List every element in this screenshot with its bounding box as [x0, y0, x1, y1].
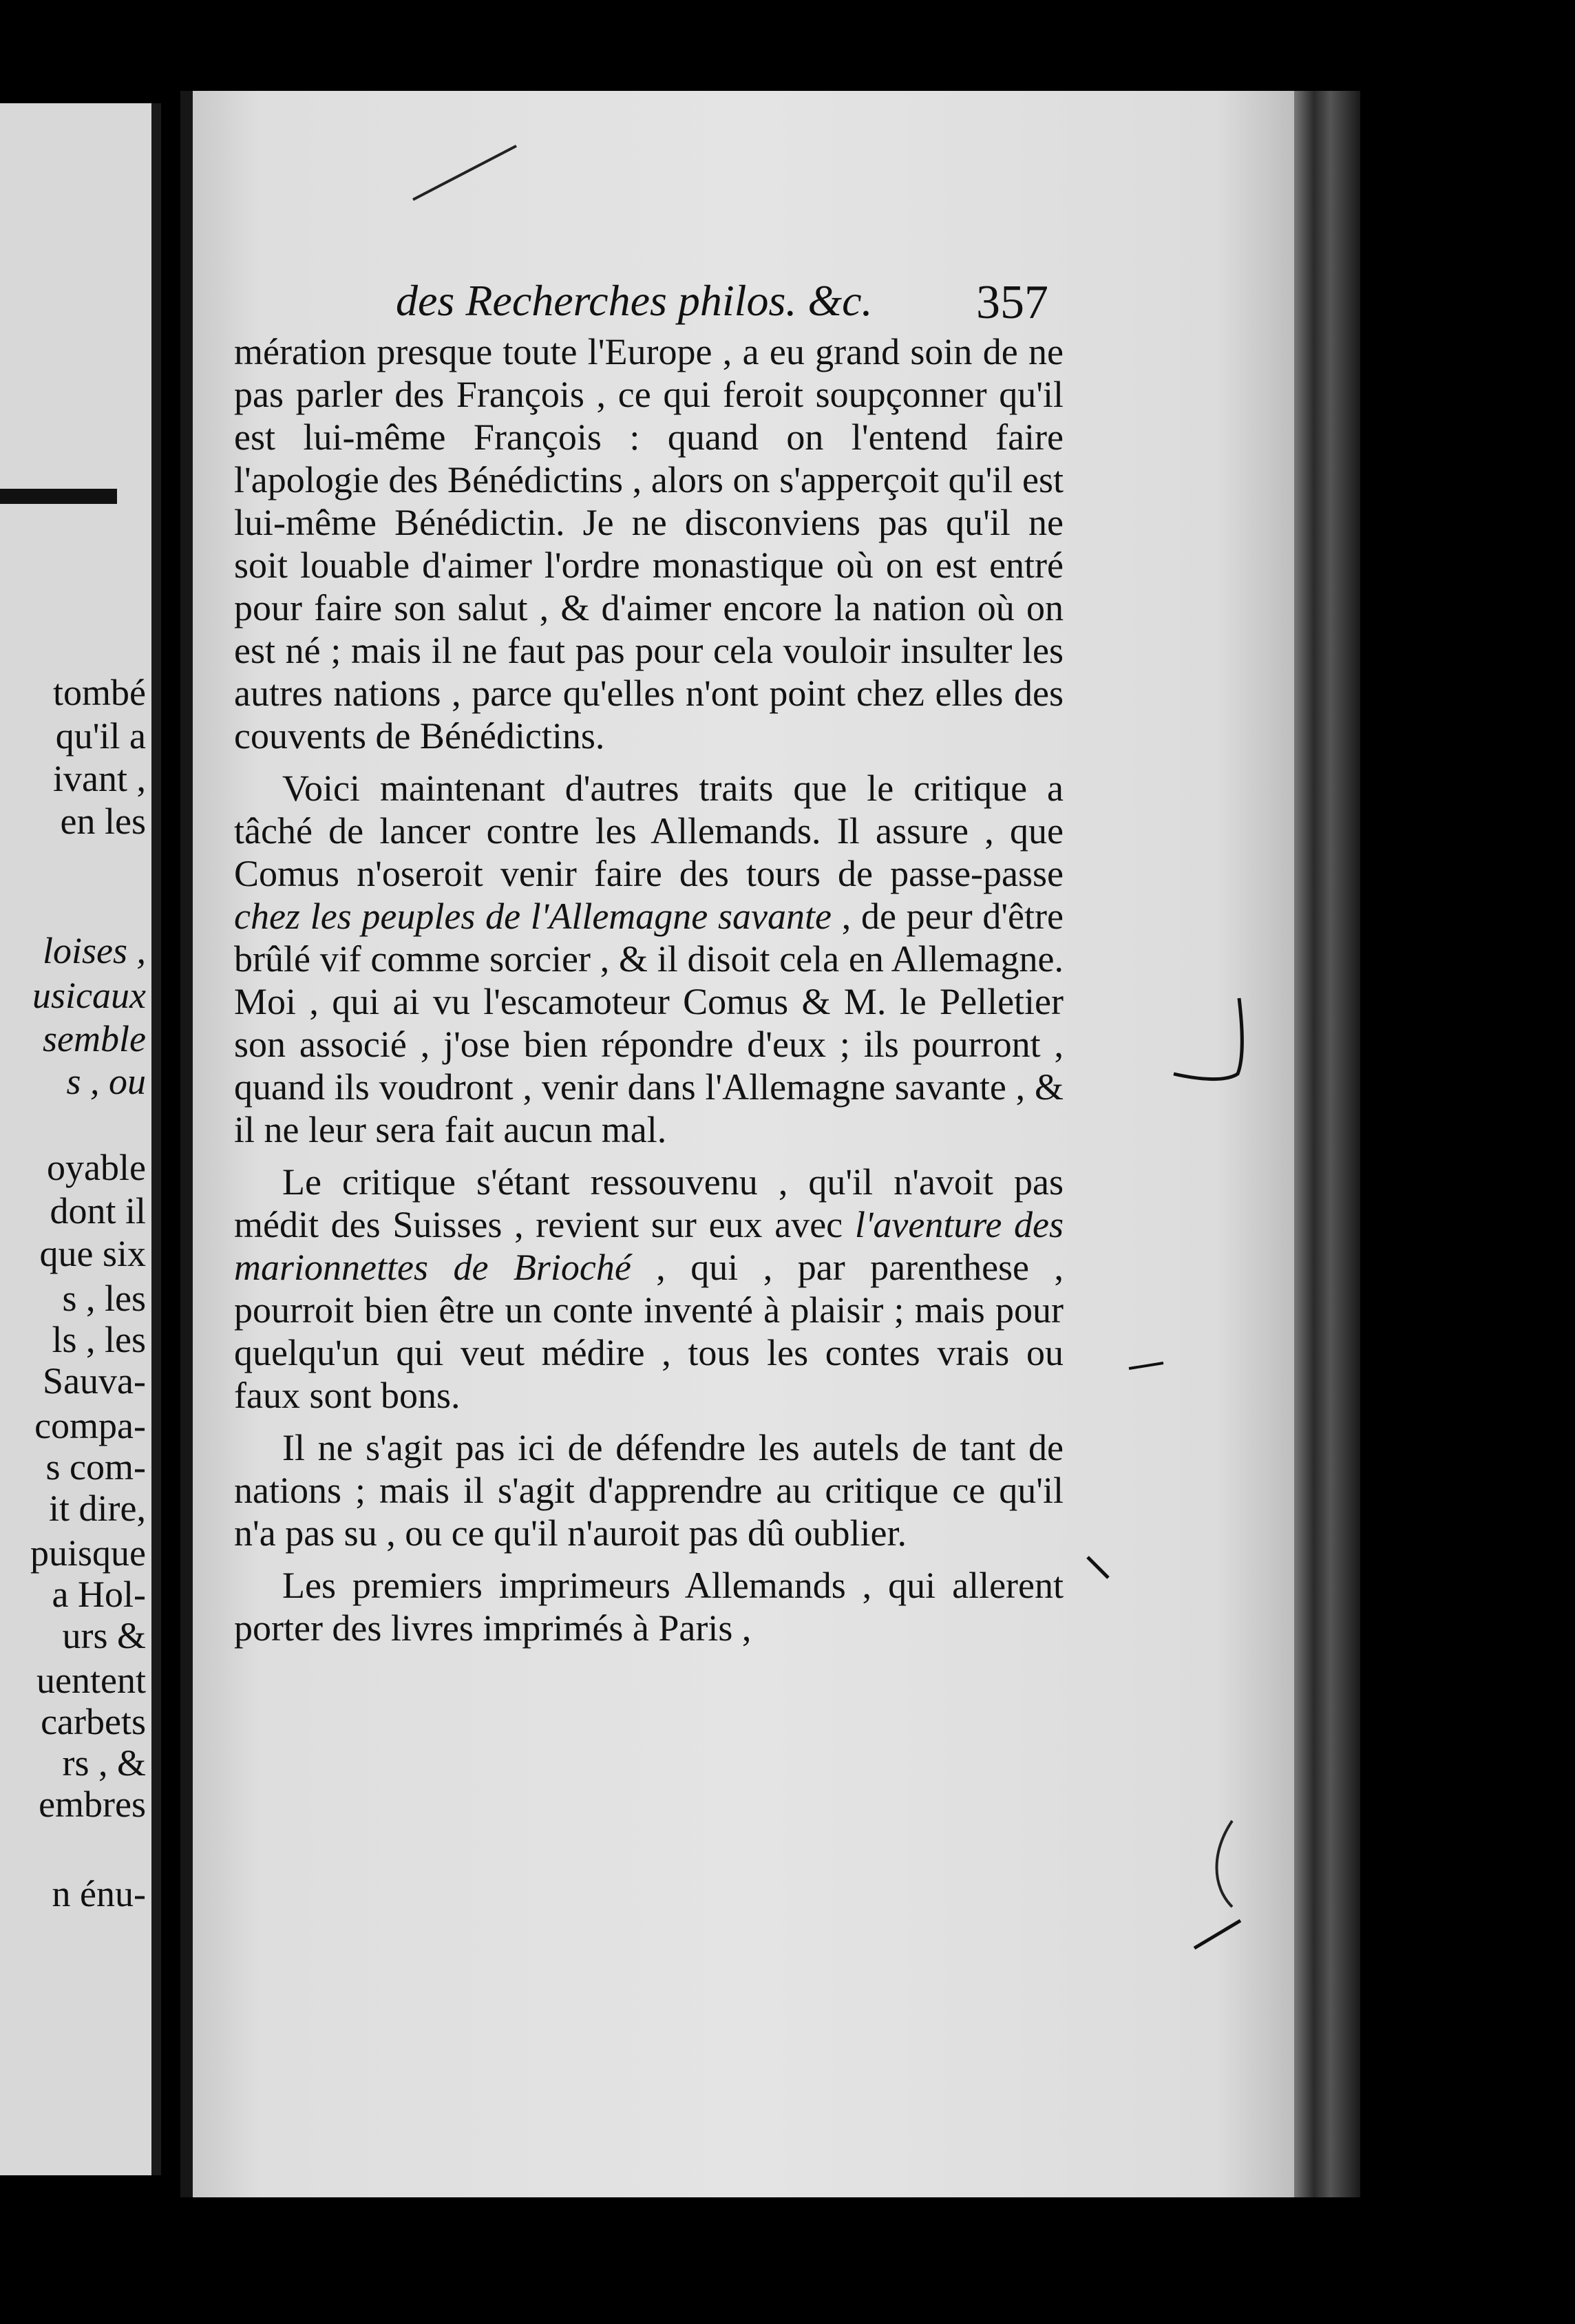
left-page-fragment: en les	[60, 801, 146, 842]
page-edge-shadow	[1294, 91, 1360, 2197]
left-page-fragment: a Hol-	[52, 1574, 146, 1615]
left-page-fragment: loises ,	[42, 930, 146, 971]
left-page-fragment: dont il	[50, 1190, 146, 1232]
left-page-fragment: n énu-	[52, 1873, 146, 1914]
left-page-fragment: s , les	[62, 1278, 146, 1319]
paragraph-4	[234, 1426, 1064, 1554]
left-page-fragment: oyable	[47, 1147, 146, 1188]
left-page-fragment: que six	[39, 1233, 146, 1274]
left-page-fragment: tombé	[53, 672, 146, 713]
paragraph-2-text-a: Voici maintenant d'autres traits que le critique a tâché de lancer contre les Allemands. Il assure , que Comus n'oseroit venir faire des tours de passe-passe	[234, 768, 1064, 894]
left-page-fragment: s , ou	[66, 1061, 146, 1102]
left-page-fragment: uentent	[36, 1660, 146, 1701]
paragraph-1-text: mération presque toute l'Europe , a eu grand soin de ne pas parler des François , ce qui feroit soupçonner qu'il est lui-même François : quand on l'entend faire l'apologie des Bénédictins , alors on s'apperçoit qu'il est lui-même Bénédictin. Je ne disconviens pas qu'il ne soit louable d'aimer l'ordre monastique où on est entré pour faire son salut , & d'aimer encore la nation où on est né ; mais il ne faut pas pour cela vouloir insulter les autres nations , parce qu'elles n'ont point chez elles des couvents de Bénédictins.	[234, 331, 1064, 757]
page-number: 357	[976, 276, 1048, 329]
left-page-fragment: Sauva-	[43, 1360, 146, 1402]
left-page-rule	[0, 489, 117, 504]
paragraph-3	[234, 1161, 1064, 1417]
left-page-fragment: carbets	[41, 1701, 146, 1742]
left-page-fragment: semble	[43, 1018, 146, 1059]
running-head: des Recherches philos. &c.	[396, 276, 873, 325]
left-page-fragment: usicaux	[32, 975, 146, 1016]
paragraph-5	[234, 1564, 1064, 1649]
paragraph-2-text-b: , de peur d'être brûlé vif comme sorcier , & il disoit cela en Allemagne. Moi , qui ai vu l'escamoteur Comus & M. le Pelletier son associé , j'ose bien répondre d'eux ; ils pourront , quand ils voudront , venir dans l'Allemagne savante , & il ne leur sera fait aucun mal.	[234, 896, 1064, 1150]
left-page-fragment: rs , &	[62, 1742, 146, 1784]
left-page-fragment: qu'il a	[55, 715, 146, 757]
paragraph-3-text-b: , qui , par parenthese , pourroit bien être un conte inventé à plaisir ; mais pour quelqu'un qui veut médire , tous les contes vrais ou faux sont bons.	[234, 1247, 1064, 1416]
paragraph-2-italic: chez les peuples de l'Allemagne savante	[234, 896, 832, 937]
paragraph-4-text: Il ne s'agit pas ici de défendre les autels de tant de nations ; mais il s'agit d'apprendre au critique ce qu'il n'a pas su , ou ce qu'il n'auroit pas dû oublier.	[234, 1427, 1064, 1554]
paragraph-3-italic: l'aventure des marionnettes de Brioché	[234, 1204, 1064, 1288]
left-page-fragment: puisque	[30, 1532, 146, 1574]
left-page-fragment: ivant ,	[53, 758, 146, 799]
paragraph-1	[234, 330, 1064, 757]
left-page-fragment: urs &	[62, 1615, 146, 1656]
left-facing-page	[0, 103, 161, 2175]
paragraph-5-text: Les premiers imprimeurs Allemands , qui allerent porter des livres imprimés à Paris ,	[234, 1565, 1064, 1649]
paragraph-2	[234, 767, 1064, 1151]
left-page-fragment: s com-	[45, 1446, 146, 1488]
body-text	[234, 330, 1064, 1659]
left-page-fragment: it dire,	[49, 1488, 146, 1529]
left-page-fragment: embres	[39, 1784, 146, 1825]
left-page-fragment: compa-	[34, 1405, 146, 1446]
paragraph-3-text-a: Le critique s'étant ressouvenu , qu'il n'avoit pas médit des Suisses , revient sur eux avec	[234, 1161, 1064, 1245]
left-page-fragment: ls , les	[52, 1319, 146, 1360]
